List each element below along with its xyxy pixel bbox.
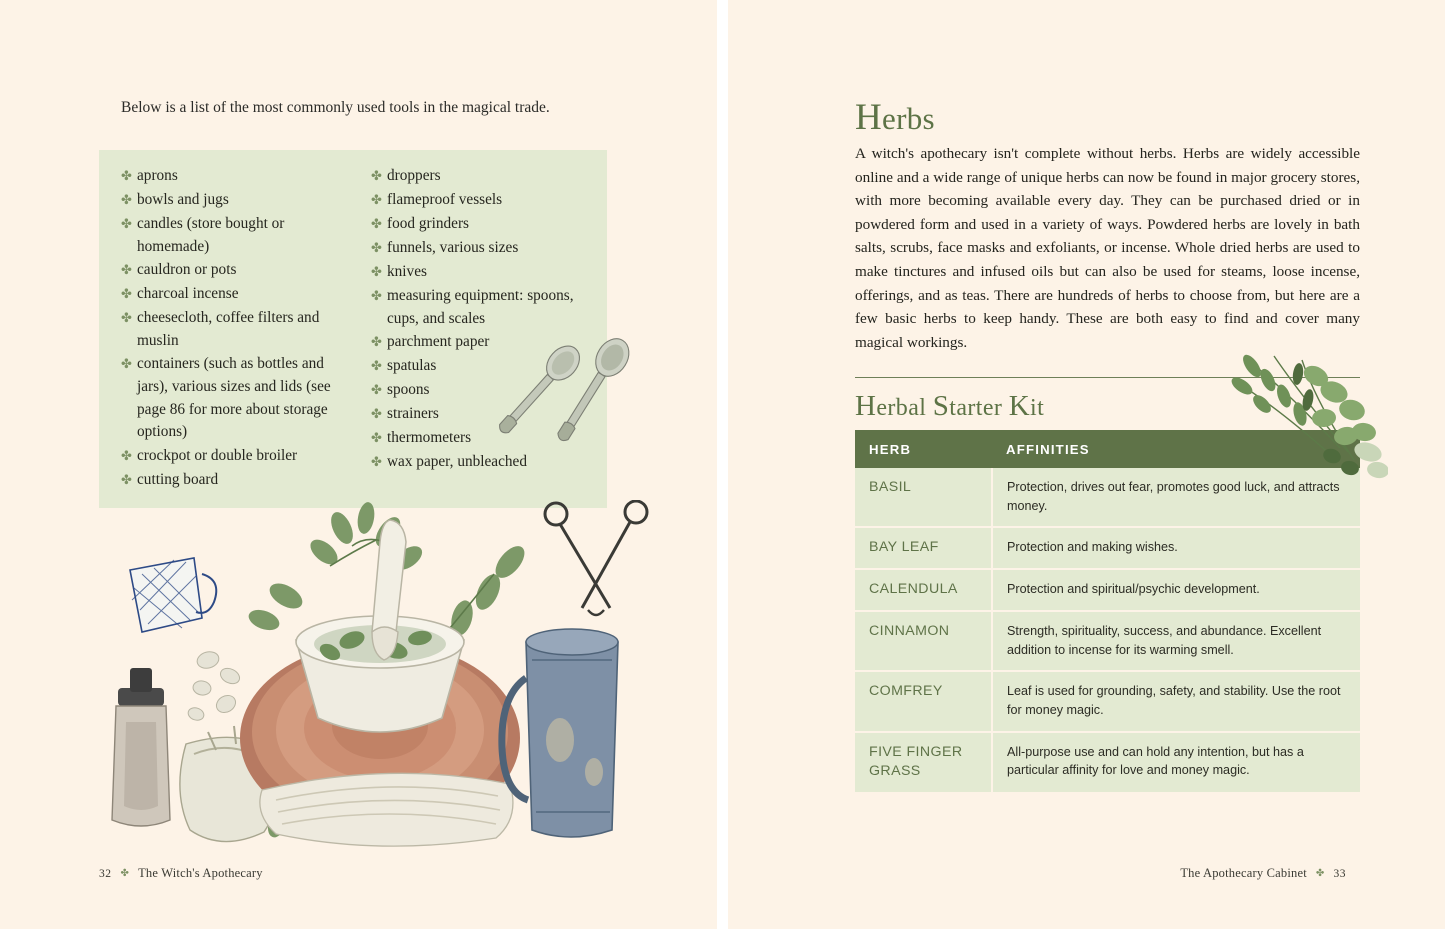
list-item-label: funnels, various sizes — [387, 239, 519, 256]
list-item — [371, 165, 599, 188]
cross-bullet-icon: ✤ — [371, 407, 382, 423]
list-item-label: cheesecloth, coffee filters and muslin — [137, 309, 320, 349]
list-item-label: spoons — [387, 381, 430, 399]
cross-bullet-icon: ✤ — [121, 311, 132, 327]
cell-herb — [855, 569, 992, 611]
page-title — [855, 96, 1360, 139]
list-item — [121, 353, 349, 443]
list-item-label: candles (store bought or homemade) — [137, 215, 285, 255]
herb-name: BAY LEAF — [869, 539, 939, 556]
cell-herb — [855, 527, 992, 569]
list-item-label: strainers — [387, 405, 439, 423]
table-row — [855, 732, 1360, 793]
list-item — [121, 307, 349, 352]
cross-bullet-icon: ✤ — [121, 193, 132, 208]
footer-right — [1180, 866, 1346, 881]
cell-herb — [855, 611, 992, 671]
cloth-illustration — [260, 773, 513, 846]
cell-herb — [855, 468, 992, 527]
list-item-label: aprons — [137, 167, 178, 184]
table-row — [855, 569, 1360, 611]
cup-illustration — [130, 558, 216, 632]
section-title: Herbal Starter Kit — [855, 390, 1045, 422]
cell-herb — [855, 671, 992, 731]
cross-bullet-icon: ✤ — [371, 335, 382, 351]
cross-bullet-icon: ✤ — [371, 265, 382, 280]
table-header-row — [855, 430, 1360, 468]
affinities-text: Leaf is used for grounding, safety, and stability. Use the root for money magic. — [1007, 684, 1341, 717]
page-number: 32 — [99, 867, 112, 880]
section-divider — [855, 377, 1360, 378]
column-header-herb: HERB — [855, 430, 992, 468]
list-item-label: cauldron or pots — [137, 261, 237, 279]
cross-bullet-icon: ✤ — [371, 289, 382, 304]
list-item — [121, 213, 349, 258]
list-item — [121, 165, 349, 188]
cross-ornament-icon: ✤ — [1315, 868, 1325, 879]
herbal-starter-kit-table — [855, 430, 1360, 794]
cell-affinities — [992, 569, 1360, 611]
list-item-label: bowls and jugs — [137, 191, 229, 208]
list-item — [371, 285, 599, 330]
cell-affinities — [992, 527, 1360, 569]
footer-left — [99, 866, 263, 881]
cell-affinities — [992, 732, 1360, 793]
intro-paragraph: Below is a list of the most commonly used tools in the magical trade. — [121, 99, 550, 116]
list-item-label: containers (such as bottles and jars), various sizes and lids (see page 86 for more about storage options) — [137, 355, 331, 441]
table-row — [855, 527, 1360, 569]
right-page — [728, 0, 1445, 929]
cross-bullet-icon: ✤ — [371, 193, 382, 208]
silver-spoons-illustration — [495, 332, 670, 477]
cross-bullet-icon: ✤ — [371, 455, 382, 471]
list-item-label: knives — [387, 263, 427, 280]
cell-affinities — [992, 468, 1360, 527]
body-paragraph: A witch's apothecary isn't complete without herbs. Herbs are widely accessible online and a wide range of unique herbs can now be found in major grocery stores, with more becoming available every day. They can be purchased dried or in powdered form and used in a variety of ways. Powdered herbs are lovely in bath salts, scrubs, face masks and exfoliants, or incense. Whole dried herbs are used to make tinctures and infused oils but can also be used for steams, loose incense, offerings, and as teas. There are hundreds of herbs to choose from, but here are a few basic herbs to keep handy. These are both easy to find and cover many magical workings. — [855, 145, 1360, 351]
running-head: The Apothecary Cabinet — [1180, 866, 1307, 880]
herb-name: COMFREY — [869, 683, 943, 700]
cross-bullet-icon: ✤ — [371, 359, 382, 375]
cross-bullet-icon: ✤ — [371, 431, 382, 447]
list-item — [121, 189, 349, 212]
cross-bullet-icon: ✤ — [121, 217, 132, 232]
page-number: 33 — [1333, 867, 1346, 880]
table-row — [855, 468, 1360, 527]
cross-bullet-icon: ✤ — [121, 263, 132, 279]
list-item — [121, 259, 349, 282]
list-item — [121, 283, 349, 306]
cross-bullet-icon: ✤ — [371, 383, 382, 399]
dropper-bottle-illustration — [112, 668, 170, 826]
mortar-and-pestle-illustration — [90, 500, 670, 860]
table-row — [855, 671, 1360, 731]
list-item-label: charcoal incense — [137, 285, 239, 303]
list-item-label: wax paper, unbleached — [387, 453, 527, 471]
list-item — [371, 189, 599, 212]
list-item-label: measuring equipment: spoons, cups, and scales — [387, 287, 574, 327]
affinities-text: Strength, spirituality, success, and abundance. Excellent addition to incense for its warming smell. — [1007, 624, 1322, 657]
left-page — [0, 0, 717, 929]
list-item-label: droppers — [387, 167, 441, 184]
list-item — [121, 469, 349, 492]
cross-bullet-icon: ✤ — [121, 287, 132, 303]
list-item — [371, 237, 599, 260]
cell-affinities — [992, 671, 1360, 731]
cross-bullet-icon: ✤ — [371, 241, 382, 256]
cell-herb — [855, 732, 992, 793]
cross-bullet-icon: ✤ — [121, 448, 132, 464]
cross-bullet-icon: ✤ — [121, 357, 132, 373]
herb-name: BASIL — [869, 479, 912, 495]
herb-name: CALENDULA — [869, 581, 958, 598]
cross-bullet-icon: ✤ — [371, 217, 382, 232]
cross-bullet-icon: ✤ — [121, 169, 132, 184]
tools-column-1 — [121, 165, 349, 493]
affinities-text: Protection, drives out fear, promotes good luck, and attracts money. — [1007, 480, 1340, 513]
list-item — [371, 261, 599, 284]
list-item — [371, 213, 599, 236]
list-item-label: thermometers — [387, 429, 472, 447]
cross-bullet-icon: ✤ — [371, 169, 382, 184]
cell-affinities — [992, 611, 1360, 671]
scissors-illustration — [545, 501, 647, 615]
running-head: The Witch's Apothecary — [138, 866, 263, 880]
list-item-label: food grinders — [387, 215, 469, 232]
column-header-affinities: AFFINITIES — [992, 430, 1360, 468]
table-row — [855, 611, 1360, 671]
list-item-label: crockpot or double broiler — [137, 446, 298, 464]
cross-bullet-icon: ✤ — [121, 472, 132, 488]
cross-ornament-icon: ✤ — [120, 868, 130, 879]
affinities-text: Protection and spiritual/psychic development. — [1007, 582, 1260, 597]
herb-name: CINNAMON — [869, 623, 950, 640]
list-item-label: flameproof vessels — [387, 191, 503, 208]
list-item-label: spatulas — [387, 357, 437, 375]
page-gutter — [717, 0, 728, 929]
list-item-label: parchment paper — [387, 333, 490, 351]
affinities-text: Protection and making wishes. — [1007, 540, 1178, 555]
herb-name: FIVE FINGER GRASS — [869, 743, 963, 779]
page-title-text: Herbs — [855, 97, 935, 138]
list-item — [121, 445, 349, 468]
affinities-text: All-purpose use and can hold any intention, but has a particular affinity for love and money magic. — [1007, 744, 1304, 778]
list-item-label: cutting board — [137, 470, 219, 488]
